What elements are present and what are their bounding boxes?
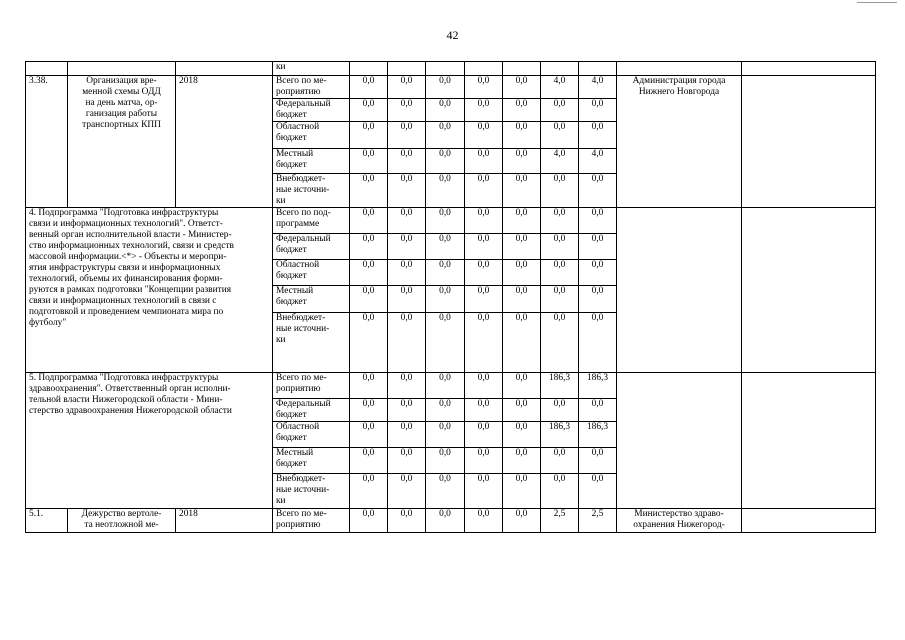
amount-cell: 186,3: [579, 373, 617, 399]
fund-source-cell: Федеральный бюджет: [273, 99, 350, 122]
amount-cell: 0,0: [388, 286, 426, 313]
amount-cell: 0,0: [465, 399, 503, 422]
amount-cell: 0,0: [350, 373, 388, 399]
amount-cell: 0,0: [503, 76, 541, 99]
amount-cell: 0,0: [503, 422, 541, 448]
amount-cell: 0,0: [388, 174, 426, 208]
amount-cell: 0,0: [426, 509, 465, 533]
amount-cell: 0,0: [426, 422, 465, 448]
amount-cell: 0,0: [388, 208, 426, 234]
note-cell: [742, 208, 876, 373]
amount-cell: 0,0: [350, 76, 388, 99]
amount-cell: 0,0: [579, 174, 617, 208]
fund-source-cell: Областной бюджет: [273, 260, 350, 286]
fund-source-cell: Внебюджет- ные источни- ки: [273, 313, 350, 373]
amount-cell: 0,0: [541, 474, 579, 509]
amount-cell: 0,0: [350, 234, 388, 260]
amount-cell: 0,0: [465, 208, 503, 234]
amount-cell: 0,0: [503, 399, 541, 422]
amount-cell: 0,0: [503, 122, 541, 149]
fund-source-cell: ки: [273, 62, 350, 76]
amount-cell: 0,0: [350, 509, 388, 533]
measure-name: Организация вре- менной схемы ОДД на день матча, ор- ганизация работы транспортных КПП: [68, 76, 176, 208]
fund-source-cell: Всего по ме- роприятию: [273, 509, 350, 533]
amount-cell: 0,0: [426, 399, 465, 422]
amount-cell: 0,0: [426, 76, 465, 99]
fund-source-cell: Местный бюджет: [273, 286, 350, 313]
amount-cell: 0,0: [503, 149, 541, 174]
amount-cell: 0,0: [541, 399, 579, 422]
amount-cell: 0,0: [579, 99, 617, 122]
executor-cell: [617, 62, 742, 76]
measure-year: 2018: [176, 509, 273, 533]
amount-cell: 2,5: [579, 509, 617, 533]
fund-source-cell: Внебюджет- ные источни- ки: [273, 474, 350, 509]
scan-edge-line: [857, 2, 897, 3]
amount-cell: 0,0: [541, 260, 579, 286]
amount-cell: 0,0: [350, 474, 388, 509]
amount-cell: 0,0: [579, 448, 617, 474]
amount-cell: 0,0: [503, 208, 541, 234]
amount-cell: 0,0: [579, 474, 617, 509]
amount-cell: 0,0: [503, 260, 541, 286]
amount-cell: 0,0: [503, 373, 541, 399]
amount-cell: 0,0: [465, 260, 503, 286]
empty-cell: [176, 62, 273, 76]
note-cell: [742, 62, 876, 76]
amount-cell: 0,0: [579, 234, 617, 260]
amount-cell: 0,0: [465, 373, 503, 399]
amount-cell: [388, 62, 426, 76]
amount-cell: 0,0: [350, 149, 388, 174]
amount-cell: 0,0: [426, 234, 465, 260]
amount-cell: 0,0: [465, 76, 503, 99]
amount-cell: 0,0: [388, 474, 426, 509]
amount-cell: 0,0: [465, 174, 503, 208]
empty-cell: [26, 62, 68, 76]
amount-cell: 4,0: [541, 76, 579, 99]
executor-cell: [617, 208, 742, 373]
amount-cell: 0,0: [388, 122, 426, 149]
fund-source-cell: Федеральный бюджет: [273, 234, 350, 260]
amount-cell: 0,0: [503, 99, 541, 122]
fund-source-cell: Местный бюджет: [273, 149, 350, 174]
financing-table: [25, 61, 876, 533]
amount-cell: 0,0: [388, 313, 426, 373]
executor-cell: Администрация города Нижнего Новгорода: [617, 76, 742, 208]
amount-cell: 0,0: [503, 286, 541, 313]
amount-cell: 0,0: [465, 99, 503, 122]
amount-cell: 0,0: [465, 234, 503, 260]
amount-cell: 0,0: [426, 286, 465, 313]
amount-cell: 0,0: [503, 174, 541, 208]
amount-cell: 0,0: [388, 399, 426, 422]
amount-cell: [503, 62, 541, 76]
fund-source-cell: Местный бюджет: [273, 448, 350, 474]
amount-cell: 0,0: [350, 313, 388, 373]
page-number: 42: [446, 28, 459, 42]
amount-cell: 2,5: [541, 509, 579, 533]
amount-cell: 0,0: [388, 99, 426, 122]
amount-cell: 0,0: [465, 122, 503, 149]
amount-cell: 0,0: [503, 448, 541, 474]
amount-cell: 0,0: [388, 149, 426, 174]
amount-cell: 0,0: [388, 373, 426, 399]
amount-cell: 0,0: [541, 448, 579, 474]
amount-cell: 186,3: [541, 373, 579, 399]
table-row: [26, 76, 876, 99]
amount-cell: [579, 62, 617, 76]
executor-cell: [617, 373, 742, 509]
amount-cell: 0,0: [388, 260, 426, 286]
amount-cell: 0,0: [388, 509, 426, 533]
amount-cell: 0,0: [350, 122, 388, 149]
amount-cell: 0,0: [388, 422, 426, 448]
amount-cell: 0,0: [503, 509, 541, 533]
amount-cell: 0,0: [465, 422, 503, 448]
measure-code: 3.38.: [26, 76, 68, 208]
amount-cell: 0,0: [541, 286, 579, 313]
amount-cell: 4,0: [579, 149, 617, 174]
amount-cell: 0,0: [426, 149, 465, 174]
amount-cell: 0,0: [503, 313, 541, 373]
empty-cell: [68, 62, 176, 76]
amount-cell: 0,0: [350, 208, 388, 234]
fund-source-cell: Областной бюджет: [273, 122, 350, 149]
amount-cell: 0,0: [541, 122, 579, 149]
fund-source-cell: Федеральный бюджет: [273, 399, 350, 422]
amount-cell: 0,0: [426, 99, 465, 122]
amount-cell: 0,0: [541, 174, 579, 208]
table-row: [26, 208, 876, 234]
fund-source-cell: Областной бюджет: [273, 422, 350, 448]
measure-year: 2018: [176, 76, 273, 208]
amount-cell: 0,0: [350, 422, 388, 448]
note-cell: [742, 76, 876, 208]
executor-cell: Министерство здраво- охранения Нижегород-: [617, 509, 742, 533]
amount-cell: 0,0: [350, 399, 388, 422]
amount-cell: 0,0: [541, 99, 579, 122]
amount-cell: 0,0: [503, 234, 541, 260]
amount-cell: 0,0: [579, 313, 617, 373]
amount-cell: 0,0: [350, 286, 388, 313]
measure-name: Дежурство вертоле- та неотложной ме-: [68, 509, 176, 533]
amount-cell: 0,0: [579, 399, 617, 422]
amount-cell: [465, 62, 503, 76]
amount-cell: 0,0: [465, 509, 503, 533]
amount-cell: 0,0: [579, 260, 617, 286]
amount-cell: 0,0: [465, 474, 503, 509]
amount-cell: 0,0: [579, 122, 617, 149]
amount-cell: 0,0: [541, 313, 579, 373]
amount-cell: 0,0: [541, 234, 579, 260]
amount-cell: 0,0: [350, 174, 388, 208]
amount-cell: 0,0: [426, 174, 465, 208]
amount-cell: 0,0: [426, 474, 465, 509]
note-cell: [742, 373, 876, 509]
fund-source-cell: Всего по ме- роприятию: [273, 76, 350, 99]
amount-cell: 0,0: [426, 260, 465, 286]
table-row: [26, 509, 876, 533]
amount-cell: [426, 62, 465, 76]
amount-cell: [541, 62, 579, 76]
amount-cell: 0,0: [465, 313, 503, 373]
amount-cell: 186,3: [579, 422, 617, 448]
amount-cell: 0,0: [350, 260, 388, 286]
amount-cell: 0,0: [350, 448, 388, 474]
amount-cell: 0,0: [465, 149, 503, 174]
fund-source-cell: Внебюджет- ные источни- ки: [273, 174, 350, 208]
amount-cell: 186,3: [541, 422, 579, 448]
table-row: [26, 62, 876, 76]
note-cell: [742, 509, 876, 533]
amount-cell: 4,0: [541, 149, 579, 174]
amount-cell: 0,0: [426, 313, 465, 373]
amount-cell: 0,0: [465, 448, 503, 474]
amount-cell: 0,0: [426, 448, 465, 474]
amount-cell: 0,0: [388, 234, 426, 260]
amount-cell: 0,0: [388, 76, 426, 99]
amount-cell: 0,0: [388, 448, 426, 474]
amount-cell: 0,0: [465, 286, 503, 313]
subprogram-description: 4. Подпрограмма "Подготовка инфраструктуры связи и информационных технологий". Ответст- венный орган исполнительной власти - Министер- ство информационных технологий, связи и средств массовой информации.<*> - Объекты и меропри- ятия инфраструктуры связи и информационных технологий, объемы их финансирования форми- руются в рамках подготовки "Концепции развития связи и информационных технологий в связи с подготовкой и проведением чемпионата мира по футболу": [26, 208, 273, 373]
amount-cell: [350, 62, 388, 76]
amount-cell: 0,0: [579, 208, 617, 234]
table-row: [26, 373, 876, 399]
amount-cell: 4,0: [579, 76, 617, 99]
amount-cell: 0,0: [426, 122, 465, 149]
fund-source-cell: Всего по под- программе: [273, 208, 350, 234]
subprogram-description: 5. Подпрограмма "Подготовка инфраструктуры здравоохранения". Ответственный орган исполни- тельной власти Нижегородской области - Мини- стерство здравоохранения Нижегородской области: [26, 373, 273, 509]
fund-source-cell: Всего по ме- роприятию: [273, 373, 350, 399]
measure-code: 5.1.: [26, 509, 68, 533]
amount-cell: 0,0: [579, 286, 617, 313]
amount-cell: 0,0: [426, 208, 465, 234]
amount-cell: 0,0: [350, 99, 388, 122]
amount-cell: 0,0: [426, 373, 465, 399]
amount-cell: 0,0: [503, 474, 541, 509]
amount-cell: 0,0: [541, 208, 579, 234]
